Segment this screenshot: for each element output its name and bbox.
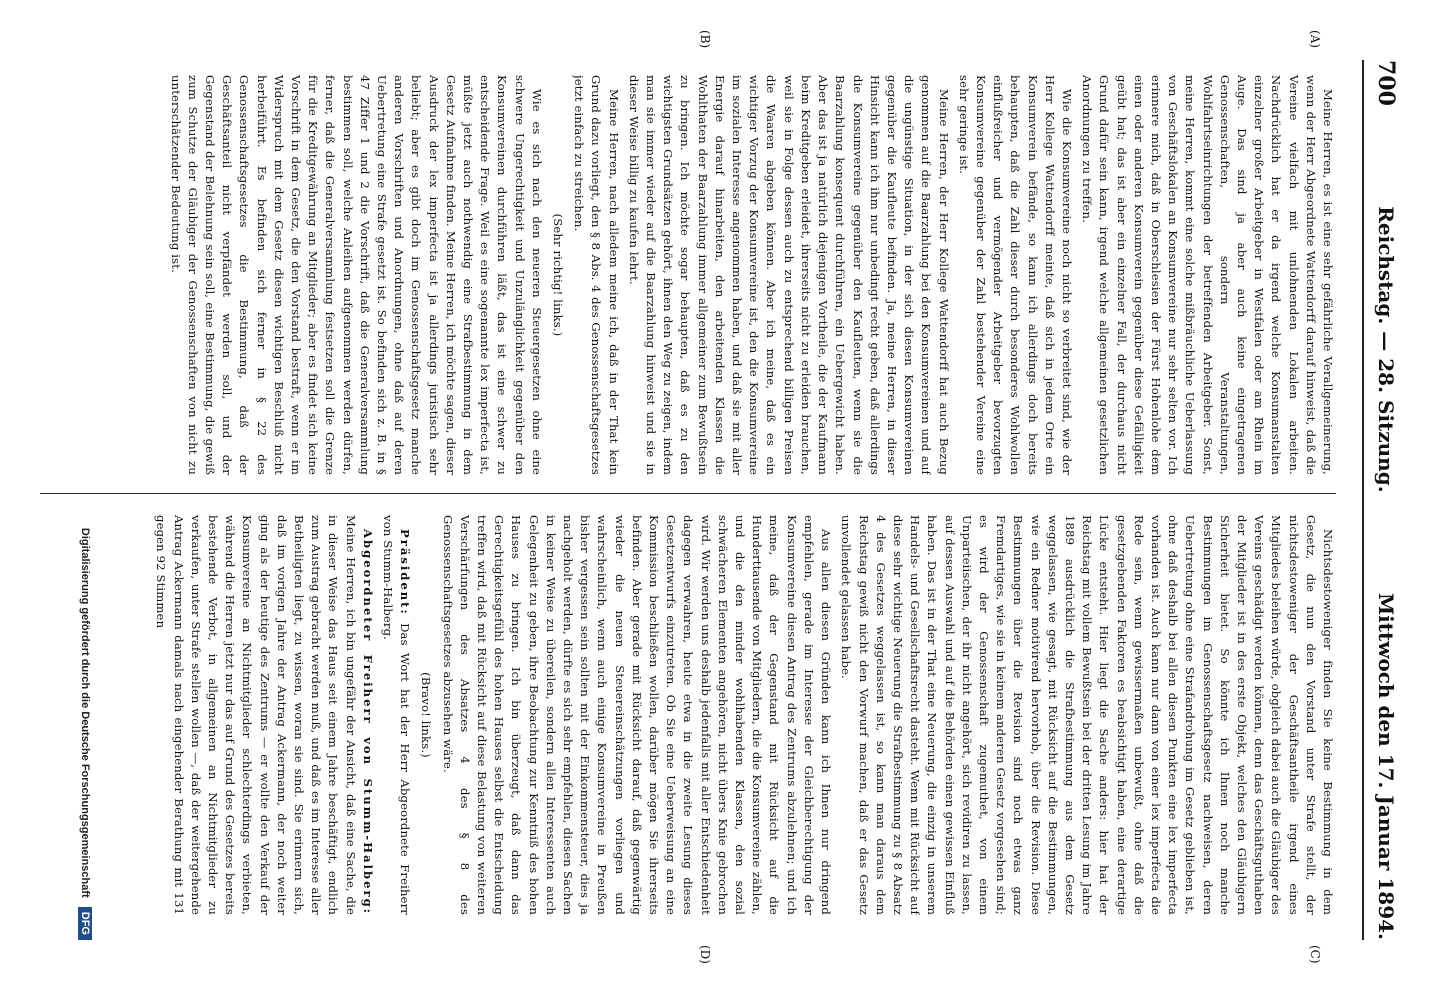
left-applause: (Sehr richtig! links.) [551,213,566,337]
president-label: Präsident: [398,529,413,616]
column-divider [40,493,1336,494]
margin-marker-b: (B) [698,30,712,49]
left-paragraph-5: Wie es sich nach den neueren Steuergesetzen ohne eine schwere Ungerechtigkeit und Unzulänglichkeit gegenüber den Konsumvereinen durchführen läßt, das ist eine schwer zu entscheidende Frage. Weil es eine sogenannte lex imperfecta ist, müßte jetzt auch nothwendig eine Strafbestimmung in dem Gesetz Aufnahme finden. Meine Herren, ich möchte sagen, dieser Ausdruck der lex imperfecta ist ja allerdings juristisch sehr beliebt; aber es gibt doch im Genossenschaftsgesetz manche anderen Vorschriften und Anordnungen, ohne daß auf deren Uebertretung eine Strafe gesetzt ist. So befinden sich z. B. in § 47 Ziffer 1 und 2 die Vorschrift, daß die Generalversammlung bestimmen soll, welche Anleihen aufgenommen werden dürfen, ferner, daß die Generalversammlung festsetzen soll die Grenze für die Kreditgewährung an Mitglieder; aber es findet sich keine Vorschrift in dem Gesetz, die den Vorstand bestraft, wenn er im Widerspruch mit dem Gesetz diesen wichtigen Beschluß nicht herbeiführt. Es befinden sich ferner in § 22 des Genossenschaftsgesetzes die Bestimmung, daß der Geschäftsanteil nicht verpfändet werden soll, und der Gegenstand der Belehnung sein soll, eine Bestimmung, die gewiß zum Schutze der Gläubiger der Genossenschaften von nicht zu unterschätzender Bedeutung ist. [168,75,544,475]
page-header [1368,60,1404,940]
left-column [40,75,1336,475]
speaker-label: Abgeordneter Freiherr von Stumm-Halberg: [360,529,375,915]
right-paragraph-2: Aus allen diesen Gründen kann ich Ihnen nur dringend empfehlen, gerade im Interesse der Gleichberechtigung der Konsumvereine diesen Antrag des Zentrums abzulehnen; und ich meine, daß der Gegenstand mit Rücksicht auf die Hunderttausende von Mitgliedern, die die Konsumvereine zählen, und die den minder wohlhabenden Klassen, den sozial schwächeren Elementen angehören, nicht übers Knie gebrochen wird. Wir werden uns deshalb jedenfalls mit aller Entschiedenheit dagegen verwahren, heute etwa in die zweite Lesung dieses Gesetzentwurfs einzutreten. Ob Sie eine Ueberweisung an eine Kommission beschließen wollen, darüber mögen Sie ihrerseits befinden. Aber gerade mit Rücksicht darauf, daß gegenwärtig wieder die neuen Steuereinschätzungen vorliegen und wahrscheinlich, wenn auch einige Konsumvereine in Preußen bisher vergessen sein sollten mit der Einkommensteuer, dies ja nachgeholt werden, dürfte es sich sehr empfehlen, diesen Sachen in keiner Weise zu übereilen, sondern allen Interessenten auch Gelegenheit zu geben, ihre Beobachtung zur Kenntniß des hohen Hauses zu bringen. Ich bin überzeugt, daß dann das Gerechtigkeitsgefühl des hohen Hauses selbst die Entscheidung treffen wird, daß mit Rücksicht auf diese Belastung von weiteren Verschärfungen des Absatzes 4 des § 8 des Genossenschaftsgesetzes abzusehen wäre. [440,515,834,915]
right-paragraph-1: Nichtsdestoweniger finden Sie keine Bestimmung in dem Gesetz, die nun den Vorstand unter Strafe stellt, der nichtsdestoweniger der Geschäftsantheile irgend eines Mitgliedes beleihen würde, obgleich dabei auch die Gläubiger des Vereins geschädigt werden können, denn das Geschäftsguthaben der Mitglieder ist in des erste Objekt, welches den Gläubigern Sicherheit bietet. So könnte ich Ihnen noch manche Bestimmungen im Genossenschaftsgesetz nachweisen, deren Uebertretung ohne eine Strafandrohung im Gesetz geblieben ist, ohne daß deshalb bei allen diesen Punkten eine lex imperfecta vorhanden ist. Auch kann nur dann von einer lex imperfecta die Rede sein, wenn gewissermaßen unbewußt, ohne daß die gesetzgebenden Faktoren es beabsichtigt haben, eine derartige Lücke entsteht. Hier liegt die Sache anders: hier hat der Reichstag mit vollem Bewußtsein bei der dritten Lesung im Jahre 1889 ausdrücklich die Strafbestimmung aus dem Gesetz weggelassen, wie gesagt, mit Rücksicht auf die Bestimmungen, wie ein Redner motivirend hervorhob, über die Revision. Diese Bestimmungen über die Revision sind noch etwas ganz Fremdartiges, wie sie in keinem anderen Gesetz vorgesehen sind; es wird der Genossenschaft zugemuthet, von einem Unparteiischen, der ihr nicht angehört, sich revidiren zu lassen, auf dessen Auswahl und auf die Behörden einen gewissen Einfluß haben. Das ist in der That eine Neuerung, die einzig in unserem Handels- und Gesellschaftsrecht dasteht. Wenn mit Rücksicht auf diese sehr wichtige Neuerung die Strafbestimmung zu § 8 Absatz 4 des Gesetzes weggelassen ist, so kann man daraus dem Reichstag gewiß nicht den Vorwurf machen, daß er das Gesetz unvollendet gelassen habe. [839,515,1335,915]
dfg-logo: DFG [78,907,92,940]
right-column [40,515,1336,915]
digitization-credit [78,60,92,940]
credit-text: Digitalisierung gefördert durch die Deutsche Forschungsgemeinschaft [79,527,91,898]
margin-marker-d: (D) [698,945,712,964]
left-paragraph-1: Meine Herren, es ist eine sehr gefährliche Verallgemeinerung, wenn der Herr Abgeordnete Wattendorff darauf hinweist, daß die Vereine vielfach mit unlohnenden Lokalen arbeiten. Nachdrücklich hat er da irgend welche Konsumanstalten einzelner großer Arbeitgeber in Westfalen oder am Rhein im Auge. Das sind ja aber auch keine eingetragenen Genossenschaften, sondern Veranstaltungen, Wohlfahrtseinrichtungen der betreffenden Arbeitgeber. Sonst, meine Herren, kommt eine solche mißbräuchliche Ueberlassung von Geschäftslokalen an Konsumvereine nur sehr selten vor. Ich erinnere mich, daß in Oberschlesien der Fürst Hohenlohe dem einen oder anderen Konsumverein gegenüber diese Gefälligkeit geübt hat; das ist aber ein einzelner Fall, der durchaus nicht Grund dafür sein kann, irgend welche allgemeinen gesetzlichen Anordnungen zu treffen. [1080,75,1335,475]
speaker-text: Meine Herren, ich bin ungefähr der Ansicht, daß eine Sache, die in dieser Weise das Haus seit einem Jahre beschäftigt, endlich zum Austrag gebracht werden muß, und daß es im Interesse aller Betheiligten liegt, zu wissen, woran sie sind. Sie erinnern sich, daß im vorigen Jahre der Antrag Ackermann, der noch weiter ging als der heutige des Zentrums — er wollte den Verkauf der Konsumvereine an Nichtmitglieder schlechterdings verbieten, während die Herren jetzt nur das auf Grund des Gesetzes bereits bestehende Verbot, in allgemeinen an Nichtmitglieder zu verkaufen, unter Strafe stellen wollen —, daß der weitergehende Antrag Ackermann damals nach eingehender Berathung mit 131 gegen 92 Stimmen [154,515,358,915]
speaker-intro [152,515,376,915]
left-paragraph-4: Meine Herren, nach alledem meine ich, daß in der That kein Grund dazu vorliegt, den § 8 Abs. 4 des Genossenschaftsgesetzes jetzt einfach zu streichen. [572,75,621,475]
page-number: 700 [1373,60,1399,106]
header-right-date: Mittwoch den 17. Januar 1894. [1374,592,1398,940]
president-remark [379,515,413,915]
margin-marker-c: (C) [1308,945,1322,964]
margin-marker-a: (A) [1308,30,1322,49]
president-text: Das Wort hat der Herr Abgeordnete Freiherr von Stumm-Halberg. [381,515,413,915]
right-applause: (Bravo! links.) [419,672,434,758]
header-left-title: Reichstag. — 28. Sitzung. [1374,206,1398,493]
left-paragraph-3: Meine Herren, der Herr Kollege Wattendorff hat auch Bezug genommen auf die Baarzahlung bei den Konsumvereinen und auf die ungünstige Situation, in der sich diesen Konsumvereinen gegenüber die Kaufleute befinden. Ja, meine Herren, in dieser Hinsicht kann ich ihm nur unbedingt recht geben, daß allerdings die Konsumvereine gegenüber den Kaufleuten, wenn sie die Baarzahlung konsequent durchführen, ein Uebergewicht haben. Aber das ist ja natürlich diejenigen Vortheile, die der Kaufmann beim Kreditgeben erleidet, ihrerseits nicht zu erleiden brauchen, weil sie in Folge dessen auch zu entsprechend billigen Preisen die Waaren abgeben können. Aber ich meine, daß es ein wichtiger Vorzug der Konsumvereine ist, den die Konsumvereine im sozialen Interesse angenommen haben, und daß sie mit aller Energie darauf hinarbeiten, den arbeitenden Klassen die Wohlthaten der Baarzahlung immer allgemeiner zum Bewußtsein zu bringen. Ich möchte sogar behaupten, daß es zu den wichtigsten Grundsätzen gehört, ihnen den Weg zu zeigen, indem man sie immer wieder auf die Baarzahlung hinweist und sie in dieser Weise billig zu kaufen lehrt. [626,75,951,475]
header-rule [1362,60,1364,940]
left-paragraph-2: Wie die Konsumvereine noch nicht so verbreitet sind, wie der Herr Kollege Wattendorff meinte, daß sich in jedem Orte ein Konsumverein befände, so kann ich allerdings doch bereits behaupten, daß die Zahl dieser durch besonderes Wohlwollen einflußreicher und vermögender Arbeitgeber bevorzugten Konsumvereine gegenüber der Zahl bestehender Vereine eine sehr geringe ist. [956,75,1074,475]
